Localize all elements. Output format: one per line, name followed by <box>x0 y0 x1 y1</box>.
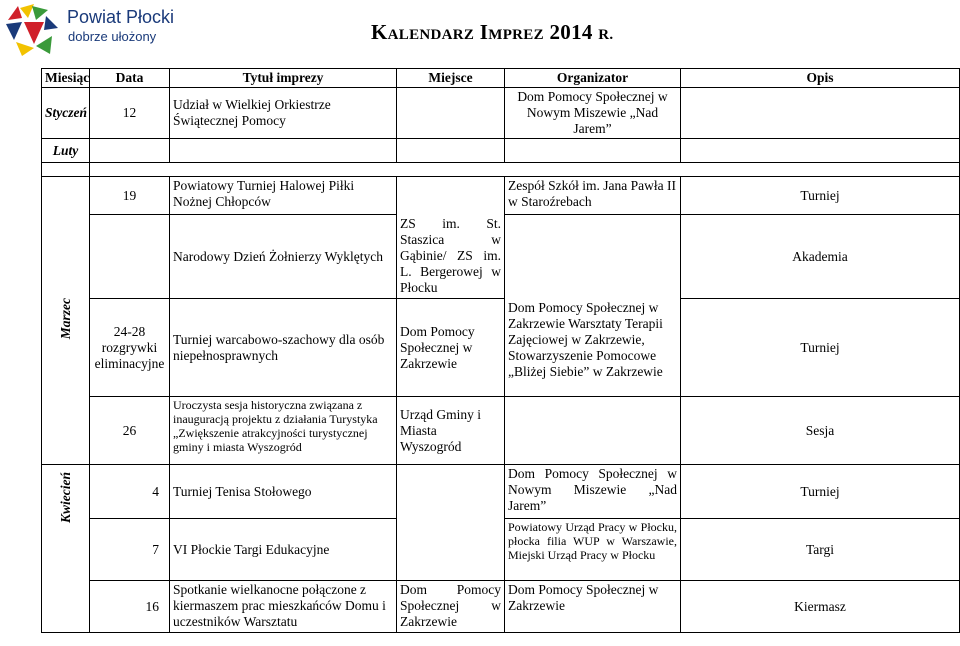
title-cell: Turniej Tenisa Stołowego <box>170 465 397 519</box>
description-cell: Kiermasz <box>681 581 960 633</box>
col-header-organizer: Organizator <box>505 69 681 88</box>
date-cell: 12 <box>90 88 170 139</box>
col-header-date: Data <box>90 69 170 88</box>
title-cell: Uroczysta sesja historyczna związana z inauguracją projektu z działania Turystyka „Zwiększenie atrakcyjności turystycznej gminy i miasta Wyszogród <box>170 397 397 465</box>
place-cell: ZS im. St. Staszica w Gąbinie/ ZS im. L. Bergerowej w Płocku <box>397 215 505 299</box>
organizer-cell <box>505 215 681 299</box>
description-cell: Akademia <box>681 215 960 299</box>
date-cell: 26 <box>90 397 170 465</box>
title-cell: Powiatowy Turniej Halowej Piłki Nożnej Chłopców <box>170 177 397 215</box>
place-cell <box>397 465 505 519</box>
table-row <box>42 465 960 519</box>
logo-tagline: dobrze ułożony <box>68 29 157 44</box>
place-cell <box>397 177 505 215</box>
organizer-cell: Dom Pomocy Społecznej w Zakrzewie <box>505 581 681 633</box>
table-row <box>42 139 960 163</box>
col-header-place: Miejsce <box>397 69 505 88</box>
description-cell: Turniej <box>681 465 960 519</box>
events-table <box>41 68 960 633</box>
logo-title: Powiat Płocki <box>67 7 175 27</box>
date-cell: 16 <box>90 581 170 633</box>
table-row <box>42 519 960 581</box>
description-cell: Sesja <box>681 397 960 465</box>
description-cell <box>681 88 960 139</box>
title-cell: Turniej warcabowo-szachowy dla osób niepełnosprawnych <box>170 299 397 397</box>
table-row <box>42 177 960 215</box>
table-row <box>42 581 960 633</box>
organizer-cell: Powiatowy Urząd Pracy w Płocku, płocka filia WUP w Warszawie, Miejski Urząd Pracy w Płocku <box>505 519 681 581</box>
col-header-title: Tytuł imprezy <box>170 69 397 88</box>
description-cell: Turniej <box>681 177 960 215</box>
table-row <box>42 215 960 299</box>
date-cell: 24-28 rozgrywki eliminacyjne <box>90 299 170 397</box>
title-cell: Spotkanie wielkanocne połączone z kiermaszem prac mieszkańców Domu i uczestników Warsztatu <box>170 581 397 633</box>
date-cell: 19 <box>90 177 170 215</box>
month-cell: Marzec <box>42 177 90 465</box>
place-cell <box>397 519 505 581</box>
month-cell: Kwiecień <box>42 465 90 633</box>
table-row <box>42 88 960 139</box>
title-cell: Udział w Wielkiej Orkiestrze Świątecznej Pomocy <box>170 88 397 139</box>
description-cell: Turniej <box>681 299 960 397</box>
place-cell: Dom Pomocy Społecznej w Zakrzewie <box>397 581 505 633</box>
description-cell: Targi <box>681 519 960 581</box>
logo-emblem-icon <box>0 0 64 60</box>
date-cell: 4 <box>90 465 170 519</box>
place-cell: Dom Pomocy Społecznej w Zakrzewie <box>397 299 505 397</box>
organizer-cell <box>505 397 681 465</box>
date-cell <box>90 215 170 299</box>
table-row <box>42 299 960 397</box>
title-cell: VI Płockie Targi Edukacyjne <box>170 519 397 581</box>
month-cell: Styczeń <box>42 88 90 139</box>
date-cell: 7 <box>90 519 170 581</box>
table-row <box>42 397 960 465</box>
col-header-description: Opis <box>681 69 960 88</box>
month-cell: Luty <box>42 139 90 163</box>
place-cell: Urząd Gminy i Miasta Wyszogród <box>397 397 505 465</box>
page-title: KALENDARZ IMPREZ 2014 R. <box>371 20 614 44</box>
organizer-cell: Zespół Szkół im. Jana Pawła II w Staroźrebach <box>505 177 681 215</box>
table-header-row <box>42 69 960 88</box>
organizer-cell: Dom Pomocy Społecznej w Nowym Miszewie „Nad Jarem” <box>505 88 681 139</box>
organizer-cell: Dom Pomocy Społecznej w Zakrzewie Warsztaty Terapii Zajęciowej w Zakrzewie, Stowarzyszenie Pomocowe „Bliżej Siebie” w Zakrzewie <box>505 299 681 397</box>
powiat-logo <box>0 0 200 60</box>
col-header-month: Miesiąc <box>42 69 90 88</box>
title-cell: Narodowy Dzień Żołnierzy Wyklętych <box>170 215 397 299</box>
place-cell <box>397 88 505 139</box>
organizer-cell: Dom Pomocy Społecznej w Nowym Miszewie „Nad Jarem” <box>505 465 681 519</box>
